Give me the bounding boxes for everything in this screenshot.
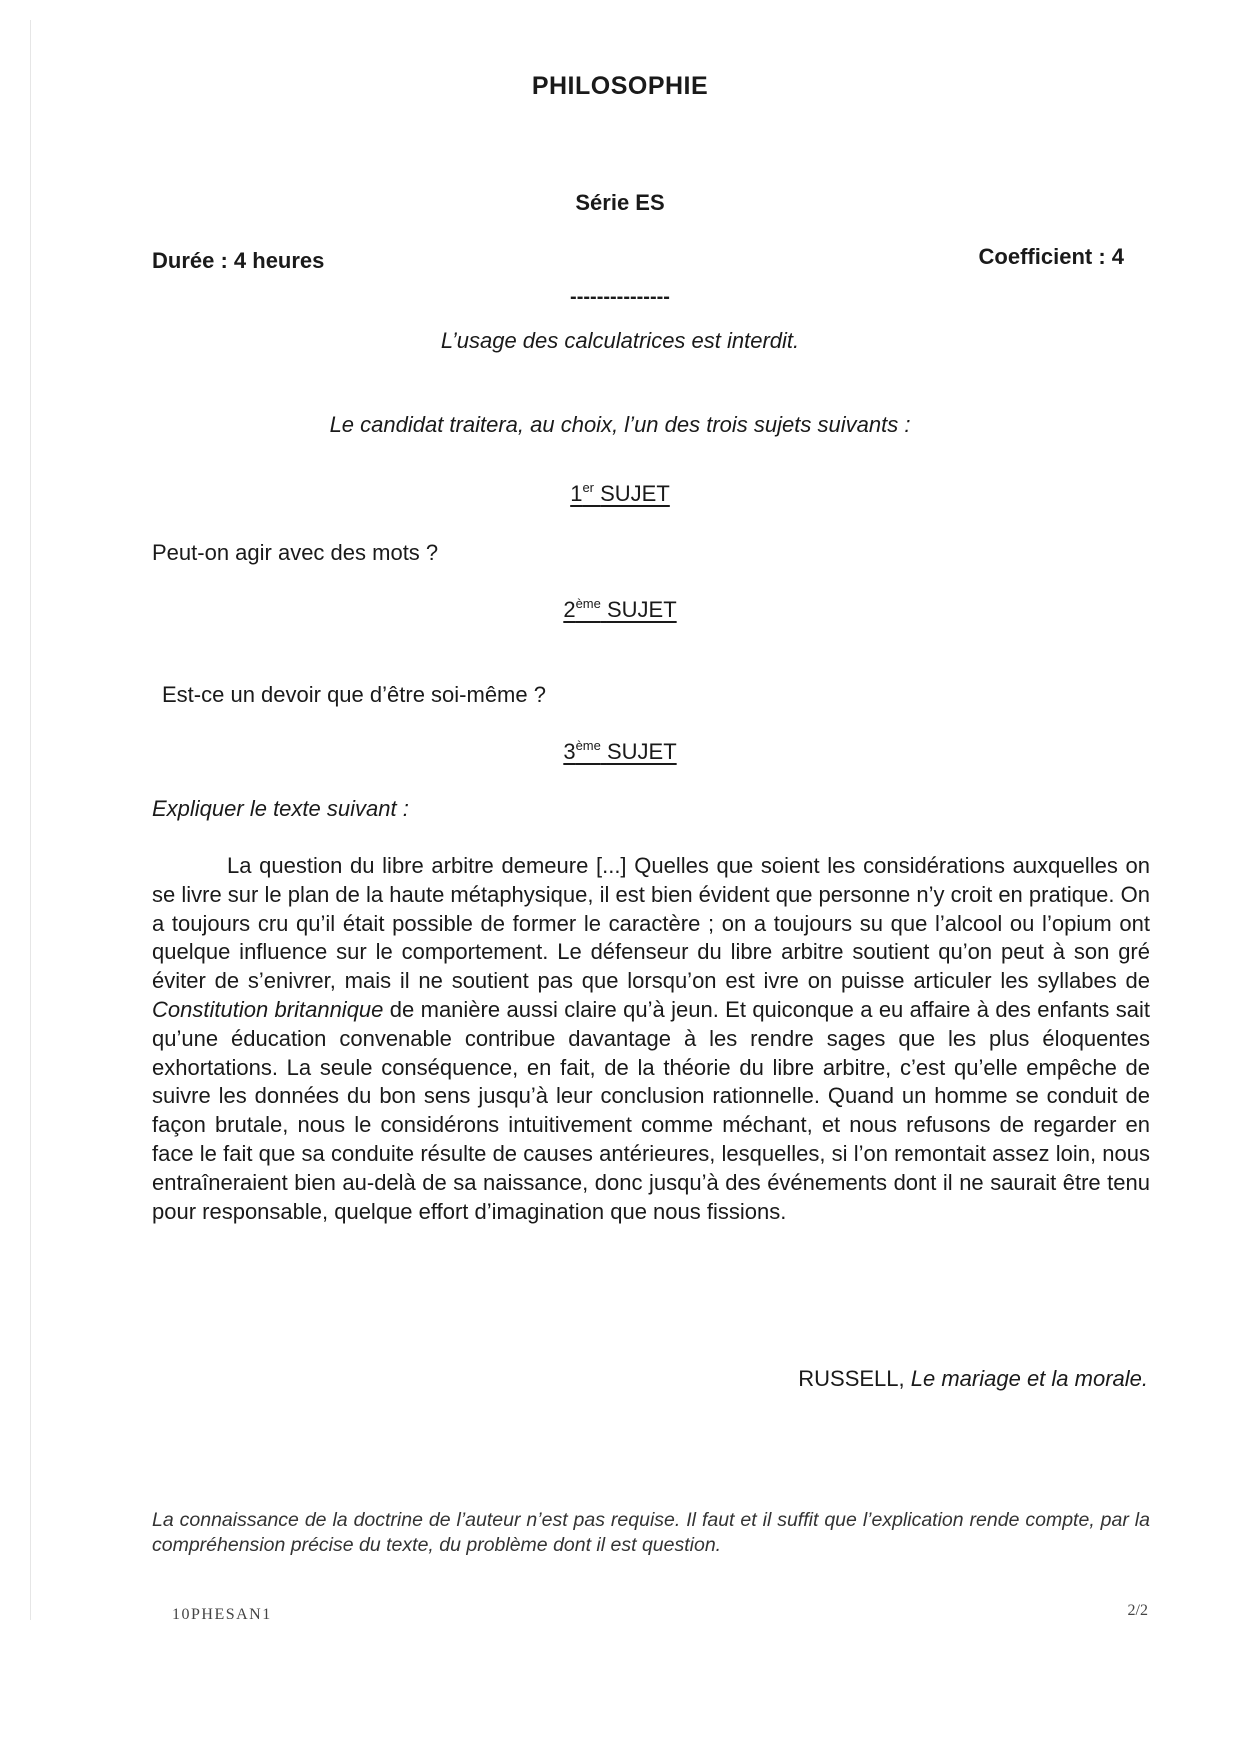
sujet-3-number: 3 bbox=[563, 739, 576, 764]
text-part-1: La question du libre arbitre demeure [...] Quelles que soient les considérations auxquelles on se livre sur le plan de la haute métaphysique, il est bien évident que personne n’y croit en pratique. On a toujours cru qu’il était possible de former le caractère ; on a toujours su que l’alcool ou l’opium ont quelque influence sur le comportement. Le défenseur du libre arbitre soutient qu’on peut à son gré éviter de s’enivrer, mais il ne soutient pas que lorsqu’on est ivre on puisse articuler les syllabes de bbox=[152, 853, 1150, 994]
text-italic-title: Constitution britannique bbox=[152, 996, 384, 1022]
sujet-3-label: SUJET bbox=[606, 739, 677, 764]
calculator-rule: L’usage des calculatrices est interdit. bbox=[440, 328, 800, 353]
exam-code: 10PHESAN1 bbox=[172, 1606, 272, 1623]
sujet-3-suffix: ème bbox=[575, 738, 601, 753]
sujet-2-number: 2 bbox=[563, 597, 576, 622]
text-part-2: de manière aussi claire qu’à jeun. Et quiconque a eu affaire à des enfants sait qu’une éducation convenable contribue davantage à les rendre sages que les plus éloquentes exhortations. La seule conséquence, en fait, de la théorie du libre arbitre, c’est qu’elle empêche de suivre les données du bon sens jusqu’à leur conclusion rationnelle. Quand un homme se conduit de façon brutale, nous le considérons intuitivement comme méchant, et nous refusons de regarder en face le fait que sa conduite résulte de causes antérieures, lesquelles, si l’on remontait assez loin, nous entraîneraient bien au-delà de sa naissance, donc jusqu’à des événements dont il ne saurait être tenu pour responsable, quelque effort d’imagination que nous fissions. bbox=[152, 996, 1150, 1224]
sujet-1-heading bbox=[0, 480, 1240, 507]
sujet-2-question: Est-ce un devoir que d’être soi-même ? bbox=[162, 682, 546, 707]
sujet-2-label: SUJET bbox=[606, 597, 677, 622]
source-author: RUSSELL, bbox=[798, 1366, 905, 1391]
text-source bbox=[798, 1366, 1148, 1392]
candidate-instruction: Le candidat traitera, au choix, l’un des trois sujets suivants : bbox=[329, 412, 911, 437]
sujet-2-heading bbox=[0, 596, 1240, 623]
sujet-1-label: SUJET bbox=[600, 481, 670, 506]
serie-label: Série ES bbox=[575, 190, 665, 215]
sujet-3-heading bbox=[0, 738, 1240, 765]
duration-label: Durée : 4 heures bbox=[152, 248, 325, 273]
sujet-1-number: 1 bbox=[570, 481, 583, 506]
sujet-2-suffix: ème bbox=[575, 596, 601, 611]
coefficient-label: Coefficient : 4 bbox=[978, 244, 1124, 269]
explanation-note: La connaissance de la doctrine de l’auteur n’est pas requise. Il faut et il suffit que l’explication rende compte, par la compréhension précise du texte, du problème dont il est question. bbox=[152, 1509, 1150, 1556]
separator-dashes: --------------- bbox=[570, 286, 670, 308]
page-number: 2/2 bbox=[1127, 1602, 1148, 1619]
sujet-1-question: Peut-on agir avec des mots ? bbox=[152, 540, 439, 565]
sujet-1-suffix: er bbox=[582, 480, 594, 495]
source-work: Le mariage et la morale. bbox=[910, 1366, 1148, 1391]
russell-text bbox=[152, 852, 1150, 1226]
exam-title: PHILOSOPHIE bbox=[531, 72, 709, 100]
sujet-3-question: Expliquer le texte suivant : bbox=[152, 796, 409, 821]
scan-margin-line bbox=[30, 20, 31, 1620]
